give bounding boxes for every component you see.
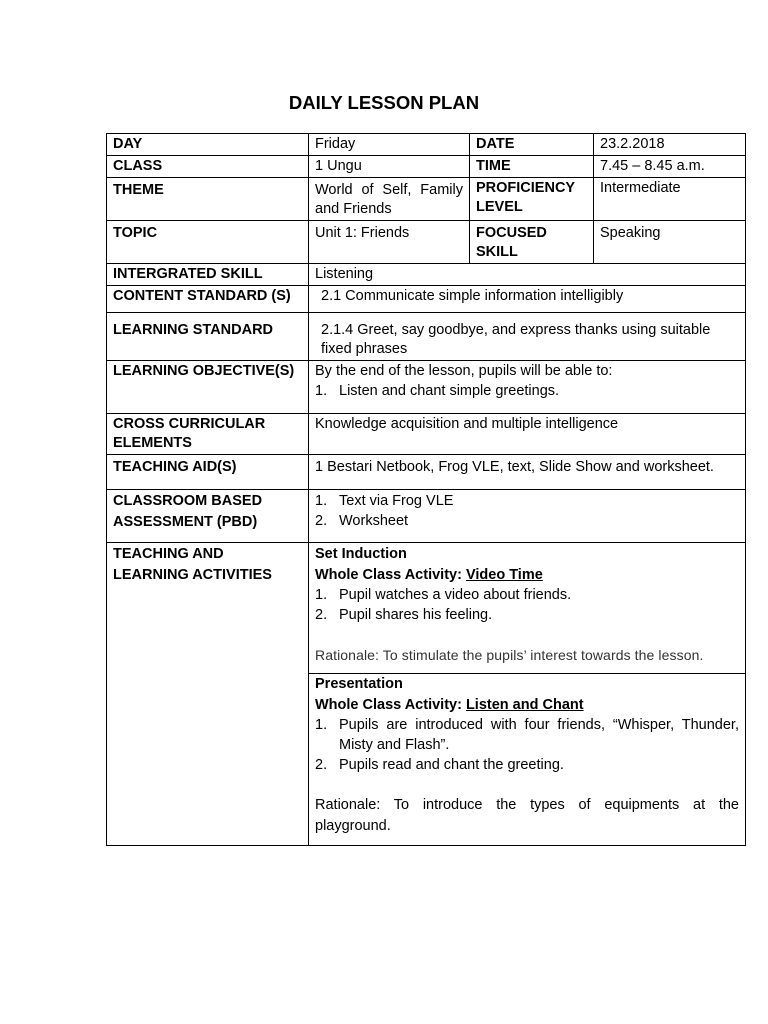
row-topic (107, 221, 746, 264)
time-value: 7.45 – 8.45 a.m. (594, 156, 746, 178)
presentation-activity (315, 695, 739, 716)
topic-value: Unit 1: Friends (309, 221, 470, 264)
presentation-cell (309, 674, 746, 846)
spacer (315, 625, 739, 645)
date-label: DATE (470, 134, 594, 156)
focused-skill-label: FOCUSED SKILL (470, 221, 594, 264)
set-induction-activity (315, 565, 739, 586)
presentation-list (315, 715, 739, 775)
set-induction-list (315, 585, 739, 625)
assessment-cell (309, 490, 746, 543)
assessment-label: CLASSROOM BASED ASSESSMENT (PBD) (107, 490, 309, 543)
class-label: CLASS (107, 156, 309, 178)
time-label: TIME (470, 156, 594, 178)
day-label: DAY (107, 134, 309, 156)
row-content-standard (107, 286, 746, 313)
page-title: DAILY LESSON PLAN (288, 92, 480, 113)
theme-label: THEME (107, 178, 309, 221)
proficiency-value: Intermediate (594, 178, 746, 221)
learning-standard-label: LEARNING STANDARD (107, 313, 309, 361)
focused-skill-value: Speaking (594, 221, 746, 264)
teaching-aids-label: TEACHING AID(S) (107, 455, 309, 490)
list-item: 2. Pupil shares his feeling. (315, 607, 493, 623)
integrated-skill-label: INTERGRATED SKILL (107, 264, 309, 286)
activity-name: Listen and Chant (465, 696, 584, 713)
row-teaching-aids (107, 455, 746, 490)
row-assessment (107, 490, 746, 543)
spacer (315, 775, 739, 795)
cross-curricular-value: Knowledge acquisition and multiple intelligence (309, 414, 746, 455)
list-item: 1. Listen and chant simple greetings. (315, 383, 560, 399)
lesson-plan-table (106, 133, 746, 846)
teaching-aids-value: 1 Bestari Netbook, Frog VLE, text, Slide Show and worksheet. (309, 455, 746, 490)
activity-prefix: Whole Class Activity: (315, 696, 466, 713)
set-induction-cell (309, 543, 746, 674)
activity-name: Video Time (465, 566, 543, 583)
day-value: Friday (309, 134, 470, 156)
list-item: 2. Worksheet (315, 513, 409, 529)
integrated-skill-value: Listening (309, 264, 746, 286)
class-value: 1 Ungu (309, 156, 470, 178)
row-activities-induction (107, 543, 746, 674)
date-value: 23.2.2018 (594, 134, 746, 156)
assessment-list (315, 491, 739, 531)
row-cross-curricular (107, 414, 746, 455)
list-item: 2. Pupils read and chant the greeting. (315, 757, 564, 773)
theme-value: World of Self, Family and Friends (309, 178, 470, 221)
set-induction-heading: Set Induction (315, 546, 407, 562)
content-standard-label: CONTENT STANDARD (S) (107, 286, 309, 313)
topic-label: TOPIC (107, 221, 309, 264)
row-class (107, 156, 746, 178)
row-theme (107, 178, 746, 221)
activities-label: TEACHING AND LEARNING ACTIVITIES (107, 543, 309, 846)
cross-curricular-label: CROSS CURRICULAR ELEMENTS (107, 414, 309, 455)
list-item: 1. Pupils are introduced with four friends, “Whisper, Thunder, Misty and Flash”. (315, 717, 739, 753)
proficiency-label: PROFICIENCY LEVEL (470, 178, 594, 221)
learning-objective-cell (309, 361, 746, 414)
learning-objective-list (315, 381, 739, 401)
row-learning-objective (107, 361, 746, 414)
activity-prefix: Whole Class Activity: (315, 566, 466, 583)
row-integrated-skill (107, 264, 746, 286)
learning-objective-label: LEARNING OBJECTIVE(S) (107, 361, 309, 414)
presentation-rationale: Rationale: To introduce the types of equipments at the playground. (315, 797, 739, 834)
set-induction-rationale: Rationale: To stimulate the pupils’ interest towards the lesson. (315, 647, 704, 663)
row-day (107, 134, 746, 156)
content-standard-value: 2.1 Communicate simple information intelligibly (309, 286, 746, 313)
list-item: 1. Pupil watches a video about friends. (315, 587, 572, 603)
list-item: 1. Text via Frog VLE (315, 493, 454, 509)
learning-objective-intro: By the end of the lesson, pupils will be able to: (315, 363, 613, 379)
row-learning-standard (107, 313, 746, 361)
presentation-heading: Presentation (315, 676, 403, 692)
learning-standard-value: 2.1.4 Greet, say goodbye, and express thanks using suitable fixed phrases (309, 313, 746, 361)
